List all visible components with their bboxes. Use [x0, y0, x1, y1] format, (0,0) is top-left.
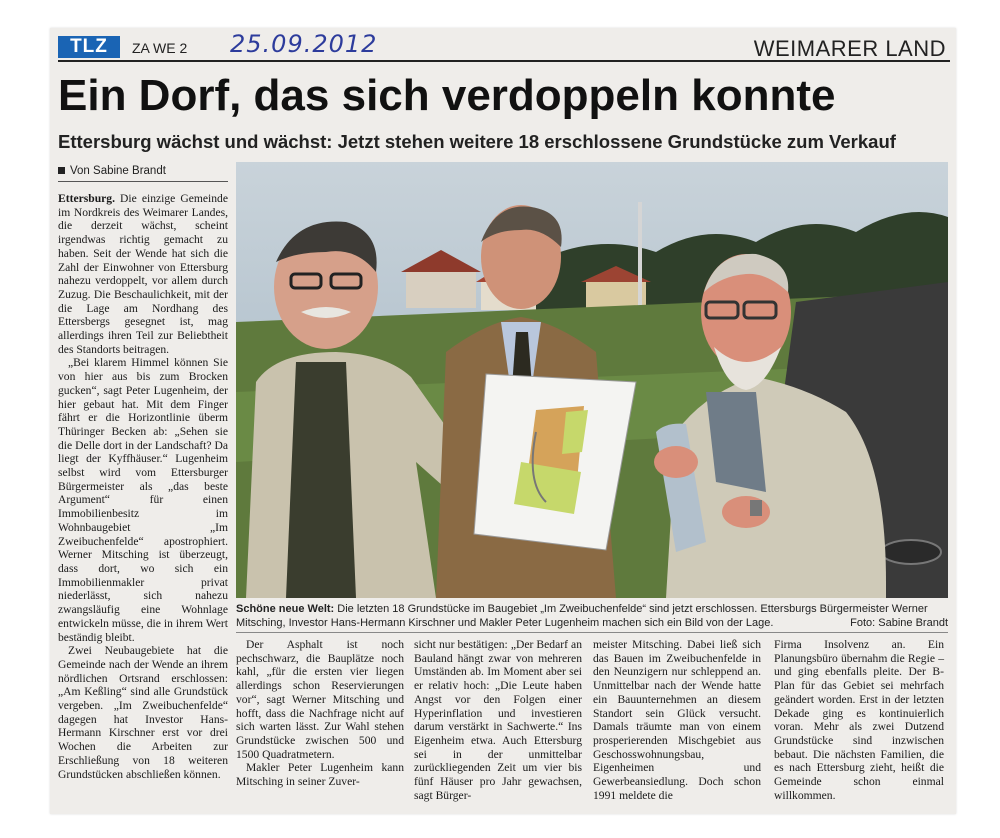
caption-text: Die letzten 18 Grundstücke im Baugebiet „Im Zweibuchenfelde“ sind jetzt erschlossen. Ettersburgs Bürgermeister Werner Mitsching, Investor Hans-Hermann Kirschner und Makler Peter Lugenheim machen sich ein Bild von der Lage.: [236, 603, 928, 629]
article-column-3: [414, 638, 582, 802]
article-column-4: [593, 638, 761, 802]
paragraph: meister Mitsching. Dabei ließ sich das Bauen im Zweibuchenfelde in den Neunzigern nur schleppend an. Unmittelbar nach der Wende hatte ein Bauunternehmen an diesem Standort sein Glück versucht. Damals träumte man von einem prosperierenden Mischgebiet aus Geschosswohnungsbau, Eigenheimen und Gewerbeansiedlung. Doch schon 1991 meldete die: [593, 638, 761, 802]
paragraph: [58, 192, 228, 356]
paragraph: Firma Insolvenz an. Ein Planungsbüro übernahm die Regie – und ging ebenfalls pleite. Der B-Plan für das Gebiet sei mehrfach geändert worden. Erst in der letzten Dekade ging es kontinuierlich voran. Mehr als zwei Dutzend Grundstücke sind inzwischen bebaut. Die nächsten Familien, die es nach Ettersburg zieht, heißt die Gemeinde schon einmal willkommen.: [774, 638, 944, 802]
article-column-2: [236, 638, 404, 789]
paragraph: Zwei Neubaugebiete hat die Gemeinde nach der Wende an ihrem nördlichen Ortsrand erschlossen: „Am Keßling“ sind alle Grundstück vergeben. „Im Zweibuchenfelde“ dagegen hat Investor Hans-Hermann Kirschner erst vor drei Wochen die Arbeiten zur Erschließung von 18 weiteren Grundstücken abschließen können.: [58, 644, 228, 781]
paragraph-text: Die einzige Gemeinde im Nordkreis des Weimarer Landes, die derzeit wächst, scheint irgendwas richtig gemacht zu haben. Seit der Wende hat sich die Zahl der Einwohner von Ettersburg nahezu verdoppelt, vor allem durch Zuzug. Die Beschaulichkeit, mit der die Lage am Nordhang des Ettersbergs gesegnet ist, mag allerdings ihren Teil zur Beliebtheit des Standorts beitragen.: [58, 192, 228, 356]
headline: Ein Dorf, das sich verdoppeln konnte: [58, 71, 836, 120]
newspaper-clipping: [50, 28, 956, 814]
paragraph: Makler Peter Lugenheim kann Mitsching in seiner Zuver-: [236, 761, 404, 789]
caption-lead: Schöne neue Welt:: [236, 603, 335, 615]
caption-divider: [236, 632, 948, 633]
subheadline: Ettersburg wächst und wächst: Jetzt stehen weitere 18 erschlossene Grundstücke zum Verkauf: [58, 131, 896, 152]
photo-caption: [236, 602, 948, 630]
page-header: [58, 30, 950, 62]
paragraph: „Bei klarem Himmel können Sie von hier aus bis zum Brocken gucken“, sagt Peter Lugenheim, der hier gebaut hat. Mit dem Finger fährt er die Horizontlinie überm Thüringer Becken ab: „Sehen sie die Delle dort in der Landschaft? Da liegt der Kyffhäuser.“ Lugenheim selbst wird vom Ettersburger Bürgermeister als „das beste Argument“ für einen Immobilienbesitz im Wohnbaugebiet „Im Zweibuchenfelde“ apostrophiert. Werner Mitsching ist überzeugt, dass dort, wo sich ein Immobilienmakler privat niederlässt, sich nahezu zwangsläufig eine Wohnlage entwickeln müsse, die in ihrem Wert beständig bleibt.: [58, 356, 228, 644]
article-column-1: [58, 192, 228, 781]
handwritten-date: 25.09.2012: [230, 30, 378, 58]
edition-label: ZA WE 2: [132, 40, 188, 56]
photo-credit: Foto: Sabine Brandt: [850, 617, 948, 629]
paragraph: Der Asphalt ist noch pechschwarz, die Bauplätze noch kahl, „für die ersten vier liegen allerdings schon Reservierungen vor“, sagt Werner Mitsching und hofft, dass die Nachfrage nicht auf sich warten lässt. Zur Wahl stehen Grundstücke zwischen 500 und 1500 Quadratmetern.: [236, 638, 404, 761]
byline-text: Von Sabine Brandt: [70, 165, 166, 177]
article-column-5: [774, 638, 944, 802]
tlz-logo: TLZ: [58, 36, 120, 58]
paragraph: sicht nur bestätigen: „Der Bedarf an Bauland hängt zwar von mehreren Umständen ab. Im Moment aber sei er relativ hoch: „Die Leute haben Angst vor den Folgen einer Hyperinflation und investieren darum verstärkt in Sachwerte.“ Ins Eigenheim etwa. Auch Ettersburg sei in der unmittelbar zurückliegenden Zeit um vier bis fünf Häuser pro Jahr gewachsen, sagt Bürger-: [414, 638, 582, 802]
section-title: WEIMARER LAND: [753, 36, 946, 61]
byline: [58, 165, 228, 182]
photo-illustration: [236, 162, 948, 598]
square-bullet-icon: [58, 167, 65, 174]
article-photo: [236, 162, 948, 598]
dateline: Ettersburg.: [58, 192, 115, 205]
